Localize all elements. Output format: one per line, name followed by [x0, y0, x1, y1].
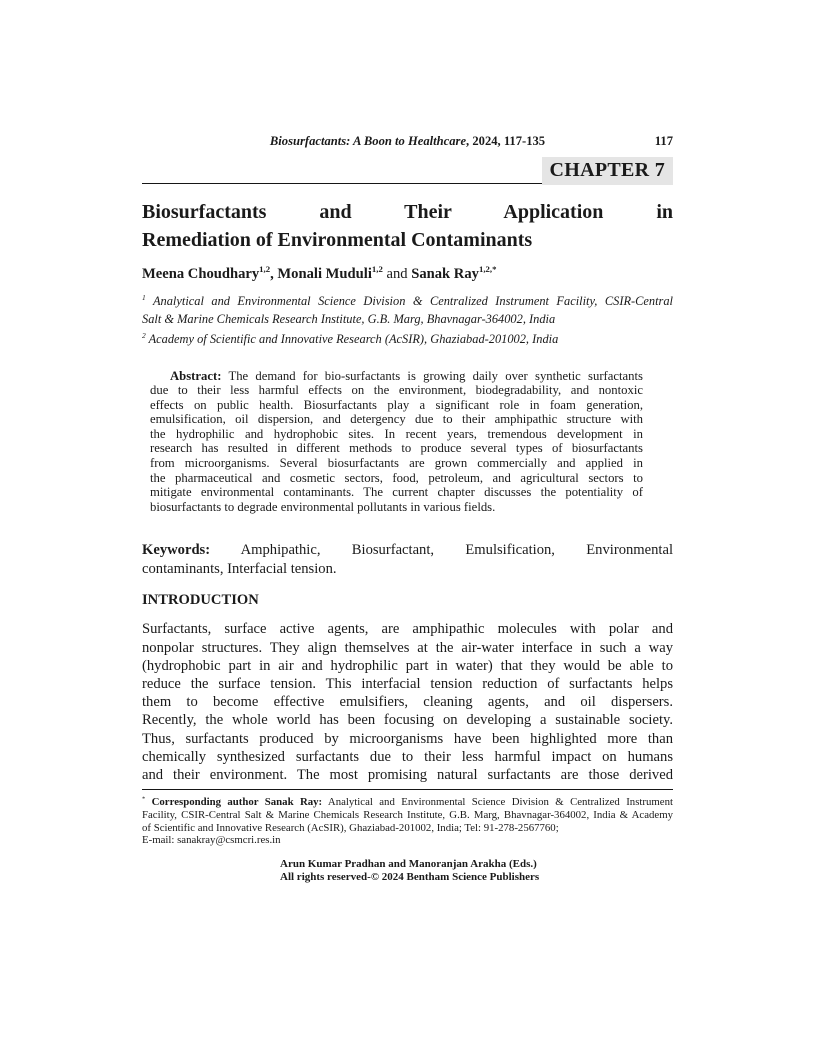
affiliation-1-line1: $^1$ Analytical and Environmental Science Division & Centralized Instrument Facility, CSIR-Central	[142, 292, 673, 308]
keywords-first-line: Keywords: Amphipathic, Biosurfactant, Emulsification, Environmental	[142, 542, 673, 559]
chapter-badge: CHAPTER 7	[542, 157, 673, 185]
author-separator: ,	[270, 266, 278, 282]
author-1-affil-marker: 1,2	[259, 264, 271, 275]
text-line: and their environment. The most promising natural surfactants are those derived	[142, 767, 673, 784]
affiliations	[142, 293, 673, 349]
author-name-1: Meena Choudhary$^{1,2}$	[142, 264, 271, 282]
text-line: chemically synthesized surfactants due to their less harmful impact on humans	[142, 748, 673, 765]
keywords-block	[142, 541, 673, 579]
footnote-marker: *	[142, 795, 146, 803]
running-header-title	[142, 134, 673, 149]
abstract-last-line: biosurfactants to degrade environmental pollutants in various fields.	[150, 499, 496, 514]
author-name-3: Sanak Ray$^{1,2,*}$	[411, 264, 497, 282]
publisher-footer	[280, 858, 673, 884]
author-name-2: Monali Muduli$^{1,2}$	[277, 264, 383, 282]
footnote-first-line: * Corresponding author Sanak Ray: Analytical and Environmental Science Division & Centralized Instrument	[142, 795, 673, 809]
text-line: emulsification, oil dispersion, and detergency due to their amphipathic structure with	[150, 412, 643, 427]
footnote-rule	[142, 789, 673, 790]
introduction-paragraph	[142, 620, 673, 784]
text-line: of Scientific and Innovative Research (AcSIR), Ghaziabad-201002, India; Tel: 91-278-2567760;	[142, 821, 559, 834]
editors-line: Arun Kumar Pradhan and Manoranjan Arakha (Eds.)	[280, 858, 537, 871]
text-line: the hydrophilic and hydrophobic sites. In recent years, tremendous development in	[150, 426, 643, 441]
keywords-last-line: contaminants, Interfacial tension.	[142, 561, 337, 578]
section-heading-introduction: INTRODUCTION	[142, 592, 259, 609]
affiliation-1-line2: Salt & Marine Chemicals Research Institute, G.B. Marg, Bhavnagar-364002, India	[142, 311, 556, 326]
affiliation-1	[142, 293, 673, 328]
text-line: nonpolar structures. They align themselves at the air-water interface in such a way	[142, 639, 673, 656]
abstract-block	[150, 369, 643, 515]
book-title-pages: , 2024, 117-135	[466, 134, 546, 148]
keywords-label: Keywords:	[142, 542, 211, 559]
text-line: reduce the surface tension. This interfacial tension reduction of surfactants helps	[142, 676, 673, 693]
abstract-first-line: Abstract: The demand for bio-surfactants is growing daily over synthetic surfactants	[170, 368, 643, 383]
text-line: mitigate environmental contaminants. The current chapter discusses the potentiality of	[150, 485, 643, 500]
text-line: Recently, the whole world has been focusing on developing a sustainable society.	[142, 712, 673, 729]
footnote-flat-lines	[142, 822, 673, 847]
copyright-line: All rights reserved-© 2024 Bentham Science Publishers	[280, 871, 540, 884]
text-line: Surfactants, surface active agents, are amphipathic molecules with polar and	[142, 621, 673, 638]
chapter-title	[142, 198, 673, 254]
affiliation-1-marker: 1	[142, 292, 146, 302]
book-title: Biosurfactants: A Boon to Healthcare	[269, 134, 467, 148]
author-3-affil-marker: 1,2,*	[478, 264, 497, 275]
footnote-block	[142, 796, 673, 847]
abstract-body-lines	[150, 383, 643, 500]
text-line: them to become effective emulsifiers, cleaning agents, and oil dispersers.	[142, 694, 673, 711]
chapter-title-line1: Biosurfactants and Their Application in	[142, 201, 673, 223]
text-line: E-mail: sanakray@csmcri.res.in	[142, 834, 281, 847]
chapter-row	[142, 157, 673, 185]
running-header	[142, 134, 673, 149]
page-number: 117	[654, 134, 673, 148]
authors-line	[142, 266, 673, 283]
text-line: effects on public health. Biosurfactants play a significant role in foam generation,	[150, 397, 643, 412]
chapter-title-line2: Remediation of Environmental Contaminants	[142, 229, 533, 251]
affiliation-2-marker: 2	[142, 330, 146, 340]
text-line: from microorganisms. Several biosurfactants are grown commercially and applied in	[150, 456, 643, 471]
text-line: the pharmaceutical and cosmetic sectors, food, petroleum, and agricultural sectors to	[150, 470, 643, 485]
affiliation-2: $^2$ Academy of Scientific and Innovative Research (AcSIR), Ghaziabad-201002, India	[142, 330, 559, 346]
text-line: Facility, CSIR-Central Salt & Marine Chemicals Research Institute, G.B. Marg, Bhavnagar-364002, India & Academy	[142, 808, 673, 821]
abstract-label: Abstract:	[170, 368, 222, 383]
text-line: due to their less harmful effects on the environment, biodegradability, and nontoxic	[150, 383, 643, 398]
and-word: and	[382, 266, 412, 282]
text-line: research has resulted in different methods to produce several types of biosurfactants	[150, 441, 643, 456]
footnote-label: Corresponding author Sanak Ray:	[145, 796, 323, 809]
text-line: Thus, surfactants produced by microorganisms have been highlighted more than	[142, 730, 673, 747]
author-2-affil-marker: 1,2	[371, 264, 383, 275]
footnote-stretch-lines	[142, 809, 673, 822]
text-line: (hydrophobic part in air and hydrophilic part in water) that they would be able to	[142, 657, 673, 674]
